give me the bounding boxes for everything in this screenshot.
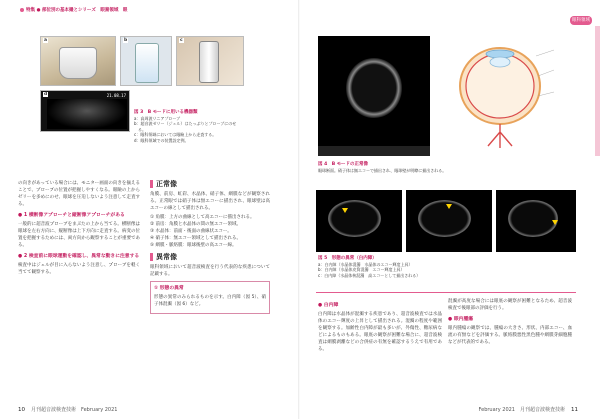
section-bar-icon xyxy=(150,180,153,188)
series-header-text: 特集 ● 部位別の基本撮とシリーズ 眼窩領域 眼 xyxy=(26,8,128,13)
gel-bottle-image xyxy=(135,43,159,83)
body-paragraph: 一般的に超音波プローブをまぶたの上から当てる。横断像は眼球を左右方向に、縦断像は上下方向に走査する。病変の位置を把握するためには、両方向から観察することが重要である。 xyxy=(18,222,140,248)
figure5-caption-line: b：白内障（水晶体皮質混濁 エコー輝度上昇） xyxy=(318,267,405,273)
lens-shape xyxy=(490,57,510,67)
section-title-text: 異常像 xyxy=(156,252,177,261)
figure3-label-d: d xyxy=(44,92,48,97)
section-title-normal xyxy=(150,180,270,188)
figure3-caption-title: 図 3 B モードに用いる機器類 xyxy=(134,110,198,115)
figure5-ultrasound-b xyxy=(406,190,492,252)
figure5-caption-title: 図 5 形態の異常（白内障） xyxy=(318,256,377,261)
leader-line xyxy=(538,70,554,76)
ultrasound-scan-image xyxy=(47,99,127,129)
highlight-box xyxy=(150,281,270,314)
eye-scan-a-image xyxy=(328,200,381,237)
body-paragraph: 眼科領域において超音波検査を行う代表的な疾患について記載する。 xyxy=(150,265,270,277)
journal-name-left: 月刊超音波検査技術 February 2021 xyxy=(31,407,118,413)
section-title-text: 正常像 xyxy=(156,179,177,188)
section-bar-icon xyxy=(150,253,153,261)
body-paragraph: 白内障は水晶体が混濁する疾患であり、超音波検査では水晶体のエコー輝度の上昇として描出される。混濁の程度や範囲を観察する。加齢性白内障が最も多いが、外傷性、糖尿病などによるものもある。眼底の観察が困難な場合に、超音波検査は網膜剥離などの合併症の有無を確認するうえで有用である。 xyxy=(318,312,442,352)
figure3-caption-line: b：超音波ゼリー（ジェル）はたっぷりとプローブにのせ xyxy=(134,121,237,127)
figure3-label-c: c xyxy=(180,38,183,43)
body-paragraph: 検査中はジェルが目に入らないよう注意し、プローブを軽く当てて観察する。 xyxy=(18,263,140,275)
figure5-ultrasound-c xyxy=(496,190,576,252)
figure4-ultrasound xyxy=(318,36,430,156)
figure3-caption-line: a：高周波リニアプローブ xyxy=(134,115,181,121)
subsection-heading: ● 2 検査前に眼球運動を確認し、異常な動きに注意する xyxy=(18,254,140,259)
page-number-right: 11 xyxy=(571,407,578,413)
left-column-1 xyxy=(18,180,140,278)
figure4-caption-text: 眼球断面。硝子体は無エコーで描出され、眼球壁が明瞭に描出される。 xyxy=(318,167,447,173)
figure3-label-b: b xyxy=(124,38,128,43)
section-divider xyxy=(316,292,576,293)
body-paragraph: 混濁が高度な場合には眼底の観察が困難となるため、超音波検査で後眼部の評価を行う。 xyxy=(448,299,572,311)
side-tab xyxy=(595,26,600,156)
figure3-photo-b xyxy=(120,36,172,86)
footer-left xyxy=(18,406,117,413)
section-badge: 眼科領域 xyxy=(572,18,590,23)
figure3-caption xyxy=(134,110,246,144)
figure4-caption-title: 図 4 B モードの正常像 xyxy=(318,162,369,167)
page-number-left: 10 xyxy=(18,407,25,413)
body-paragraph: の向きがあっている場合には、モニター画面の向きを揃えることで、プローブの位置が把握しやすくなる。眼瞼の上からゼリーを多めにのせ、眼球を圧迫しないよう注意して走査する。 xyxy=(18,181,140,207)
section-title-abnormal xyxy=(150,253,270,261)
eye-anatomy-diagram xyxy=(448,36,562,156)
body-paragraph: 眼内腫瘍の観察では、腫瘍の大きさ、形状、内部エコー、血流の有無などを評価する。脈絡膜悪性黒色腫や網膜芽細胞腫などが代表的である。 xyxy=(448,326,572,345)
figure3-caption-line: る。 xyxy=(134,126,146,132)
figure5-caption-line: c：白内障（水晶体核混濁 高エコーとして描出される） xyxy=(318,272,421,278)
figure3-photo-d xyxy=(40,90,130,132)
figure5-ultrasound-a xyxy=(316,190,402,252)
figure3-caption-line: c：眼科領域においては眼瞼上から走査する。 xyxy=(134,132,217,138)
left-column-2 xyxy=(150,180,270,314)
arrow-icon xyxy=(552,220,558,225)
series-header xyxy=(18,7,127,13)
leader-line xyxy=(536,50,554,56)
figure3-caption-line: d：眼科領域での装置設定例。 xyxy=(134,137,189,143)
figure3-photo-c xyxy=(176,36,244,86)
figure3-label-a: a xyxy=(44,38,48,43)
subsection-heading: ● 1 横断像アプローチと縦断像アプローチがある xyxy=(18,213,125,218)
body-paragraph: 角膜、前房、虹彩、水晶体、硝子体、網膜などが観察される。正常眼では硝子体は無エコーに描出され、眼球壁は高エコーの線として描出される。 xyxy=(150,192,270,211)
eye-scan-b-image xyxy=(418,200,471,237)
subsection-heading: ● 眼内腫瘍 xyxy=(448,317,474,322)
journal-name-right: February 2021 月刊超音波検査技術 xyxy=(478,407,565,413)
figure5-caption-line: a：白内障（水晶体混濁 水晶体のエコー輝度上昇） xyxy=(318,261,413,267)
linear-probe-image xyxy=(59,47,97,79)
figure4-caption xyxy=(318,162,558,173)
figure3-photo-a xyxy=(40,36,116,86)
right-column-1 xyxy=(318,298,442,355)
footer-right xyxy=(479,406,578,413)
subsection-heading: ● 白内障 xyxy=(318,303,339,308)
arrow-icon xyxy=(446,204,452,209)
right-column-2 xyxy=(448,298,572,348)
box-body: 形態の異常のみられるものを示す。白内障（図 5）、硝子体混濁（図 6）など。 xyxy=(154,295,266,307)
series-dot-icon xyxy=(20,8,24,12)
probe-on-eyelid-image xyxy=(199,41,219,83)
arrow-icon xyxy=(342,208,348,213)
scan-readout: 21.08.17 xyxy=(106,93,126,98)
box-heading: ① 形態の異常 xyxy=(154,286,184,291)
body-paragraph: ① 角膜：上方の曲線として高エコーに描出される。 ② 前房：角膜と水晶体の間の無エコー領域。 ③ 水晶体：前面・後面の曲線状エコー。 ④ 硝子体：無エコー領域として描出される。 ⑤ 網膜・脈絡膜：眼球後壁の高エコー線。 xyxy=(150,215,255,248)
eye-globe-image xyxy=(346,58,402,118)
figure5-caption xyxy=(318,256,568,278)
optic-nerve-vessels xyxy=(488,124,512,148)
eye-scan-c-image xyxy=(508,200,558,237)
scan-status-bar xyxy=(318,146,430,156)
